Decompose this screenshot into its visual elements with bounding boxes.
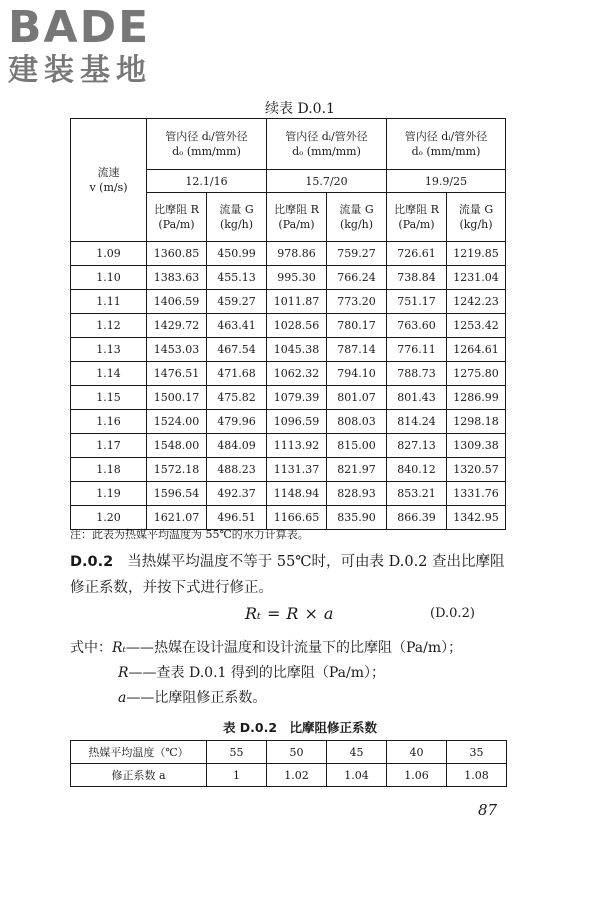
pipe-header	[147, 119, 267, 170]
sub-header-r	[387, 193, 447, 242]
value-cell: 1264.61	[447, 338, 506, 362]
pipe-header-line1: 管内径 dᵢ/管外径	[165, 130, 248, 143]
value-cell: 835.90	[327, 506, 387, 530]
value-cell: 1298.18	[447, 410, 506, 434]
definition-r	[70, 661, 462, 686]
temperature-cell: 35	[447, 741, 507, 764]
speed-cell: 1.11	[71, 290, 147, 314]
sub-g-line2: (kg/h)	[459, 218, 493, 231]
table-row	[71, 410, 506, 434]
value-cell: 1113.92	[267, 434, 327, 458]
value-cell: 1383.63	[147, 266, 207, 290]
value-cell: 484.09	[207, 434, 267, 458]
sub-r-line2: (Pa/m)	[398, 218, 435, 231]
value-cell: 780.17	[327, 314, 387, 338]
speed-cell: 1.10	[71, 266, 147, 290]
value-cell: 1500.17	[147, 386, 207, 410]
value-cell: 455.13	[207, 266, 267, 290]
temperature-cell: 50	[267, 741, 327, 764]
formula-times: ×	[304, 604, 318, 623]
table1-note: 注：此表为热媒平均温度为 55℃的水力计算表。	[70, 528, 309, 541]
temperature-label: 热媒平均温度（℃）	[71, 741, 207, 764]
a-symbol: a	[118, 690, 127, 706]
speed-cell: 1.12	[71, 314, 147, 338]
value-cell: 788.73	[387, 362, 447, 386]
value-cell: 1011.87	[267, 290, 327, 314]
temperature-cell: 45	[327, 741, 387, 764]
value-cell: 1062.32	[267, 362, 327, 386]
value-cell: 471.68	[207, 362, 267, 386]
section-label: D.0.2	[70, 554, 114, 570]
definition-rt	[70, 636, 462, 661]
formula-r: R	[286, 604, 299, 623]
speed-cell: 1.09	[71, 242, 147, 266]
value-cell: 1286.99	[447, 386, 506, 410]
table-row	[71, 482, 506, 506]
logo-latin: BADE	[8, 2, 151, 53]
factor-cell: 1.02	[267, 764, 327, 787]
value-cell: 751.17	[387, 290, 447, 314]
value-cell: 1148.94	[267, 482, 327, 506]
value-cell: 978.86	[267, 242, 327, 266]
table2-caption: 表 D.0.2 比摩阻修正系数	[222, 720, 378, 735]
value-cell: 827.13	[387, 434, 447, 458]
value-cell: 1596.54	[147, 482, 207, 506]
value-cell: 763.60	[387, 314, 447, 338]
correction-table	[70, 740, 507, 787]
value-cell: 496.51	[207, 506, 267, 530]
a-text: ——比摩阻修正系数。	[126, 690, 267, 706]
value-cell: 1166.65	[267, 506, 327, 530]
formula-a: a	[323, 604, 334, 623]
table-row	[71, 458, 506, 482]
speed-cell: 1.20	[71, 506, 147, 530]
table-row	[71, 290, 506, 314]
formula-number: (D.0.2)	[430, 606, 475, 621]
value-cell: 450.99	[207, 242, 267, 266]
value-cell: 1309.38	[447, 434, 506, 458]
value-cell: 463.41	[207, 314, 267, 338]
sub-r-line1: 比摩阻 R	[274, 203, 319, 216]
factor-label: 修正系数 a	[71, 764, 207, 787]
sub-header-g	[207, 193, 267, 242]
definitions-prefix: 式中：	[70, 640, 112, 656]
value-cell: 1045.38	[267, 338, 327, 362]
value-cell: 1476.51	[147, 362, 207, 386]
pipe-header-line2: dₒ (mm/mm)	[292, 145, 361, 158]
value-cell: 467.54	[207, 338, 267, 362]
pipe-header	[387, 119, 506, 170]
value-cell: 1231.04	[447, 266, 506, 290]
value-cell: 840.12	[387, 458, 447, 482]
sub-header-r	[267, 193, 327, 242]
pipe-header	[267, 119, 387, 170]
value-cell: 1406.59	[147, 290, 207, 314]
value-cell: 853.21	[387, 482, 447, 506]
rt-symbol: Rₜ	[112, 640, 126, 656]
value-cell: 1342.95	[447, 506, 506, 530]
speed-cell: 1.17	[71, 434, 147, 458]
speed-cell: 1.14	[71, 362, 147, 386]
value-cell: 1320.57	[447, 458, 506, 482]
formula	[245, 604, 333, 623]
pipe-size: 15.7/20	[267, 170, 387, 193]
pipe-header-line1: 管内径 dᵢ/管外径	[404, 130, 488, 143]
sub-header-g	[447, 193, 506, 242]
sub-g-line2: (kg/h)	[219, 218, 254, 231]
pipe-header-line1: 管内径 dᵢ/管外径	[285, 130, 368, 143]
speed-header: 流速	[97, 166, 120, 179]
value-cell: 1524.00	[147, 410, 207, 434]
formula-lhs: Rₜ	[245, 604, 261, 623]
temperature-cell: 40	[387, 741, 447, 764]
value-cell: 794.10	[327, 362, 387, 386]
sub-r-line1: 比摩阻 R	[154, 203, 199, 216]
value-cell: 738.84	[387, 266, 447, 290]
r-symbol: R	[118, 665, 129, 681]
value-cell: 1360.85	[147, 242, 207, 266]
table-row	[71, 266, 506, 290]
value-cell: 479.96	[207, 410, 267, 434]
sub-r-line2: (Pa/m)	[158, 218, 195, 231]
friction-table	[70, 118, 506, 530]
value-cell: 1219.85	[447, 242, 506, 266]
value-cell: 995.30	[267, 266, 327, 290]
value-cell: 1453.03	[147, 338, 207, 362]
sub-r-line2: (Pa/m)	[278, 218, 315, 231]
value-cell: 776.11	[387, 338, 447, 362]
temperature-row	[71, 741, 507, 764]
table-row	[71, 386, 506, 410]
sub-header-g	[327, 193, 387, 242]
factor-cell: 1.06	[387, 764, 447, 787]
value-cell: 814.24	[387, 410, 447, 434]
temperature-cell: 55	[207, 741, 267, 764]
pipe-size: 12.1/16	[147, 170, 267, 193]
table-row	[71, 338, 506, 362]
value-cell: 1131.37	[267, 458, 327, 482]
value-cell: 759.27	[327, 242, 387, 266]
value-cell: 773.20	[327, 290, 387, 314]
sub-g-line1: 流量 G	[219, 203, 254, 216]
value-cell: 766.24	[327, 266, 387, 290]
speed-cell: 1.15	[71, 386, 147, 410]
friction-table-body	[71, 242, 506, 530]
value-cell: 459.27	[207, 290, 267, 314]
pipe-header-line2: dₒ (mm/mm)	[172, 145, 241, 158]
sub-g-line1: 流量 G	[339, 203, 374, 216]
value-cell: 1548.00	[147, 434, 207, 458]
pipe-size: 19.9/25	[387, 170, 506, 193]
logo-chinese: 建装基地	[8, 53, 152, 88]
sub-g-line1: 流量 G	[458, 203, 494, 216]
speed-header-cell	[71, 119, 147, 242]
watermark-logo	[8, 2, 152, 88]
value-cell: 1621.07	[147, 506, 207, 530]
sub-g-line2: (kg/h)	[339, 218, 374, 231]
value-cell: 1242.23	[447, 290, 506, 314]
value-cell: 801.07	[327, 386, 387, 410]
factor-row	[71, 764, 507, 787]
rt-text: ——热媒在设计温度和设计流量下的比摩阻（Pa/m）；	[126, 640, 463, 656]
value-cell: 1028.56	[267, 314, 327, 338]
value-cell: 1429.72	[147, 314, 207, 338]
factor-cell: 1.04	[327, 764, 387, 787]
speed-cell: 1.18	[71, 458, 147, 482]
value-cell: 488.23	[207, 458, 267, 482]
sub-header-r	[147, 193, 207, 242]
r-text: ——查表 D.0.1 得到的比摩阻（Pa/m）；	[128, 665, 386, 681]
value-cell: 1079.39	[267, 386, 327, 410]
value-cell: 475.82	[207, 386, 267, 410]
definition-a	[70, 686, 462, 711]
speed-cell: 1.13	[71, 338, 147, 362]
value-cell: 492.37	[207, 482, 267, 506]
value-cell: 1331.76	[447, 482, 506, 506]
table1-caption: 续表 D.0.1	[265, 101, 335, 117]
table-row	[71, 242, 506, 266]
value-cell: 821.97	[327, 458, 387, 482]
pipe-header-line2: dₒ (mm/mm)	[411, 145, 481, 158]
value-cell: 787.14	[327, 338, 387, 362]
section-text: 当热媒平均温度不等于 55℃时，可由表 D.0.2 查出比摩阻修正系数，并按下式进行修正。	[70, 554, 505, 596]
sub-r-line1: 比摩阻 R	[394, 203, 439, 216]
factor-cell: 1	[207, 764, 267, 787]
value-cell: 1096.59	[267, 410, 327, 434]
value-cell: 801.43	[387, 386, 447, 410]
speed-cell: 1.19	[71, 482, 147, 506]
page-number: 87	[478, 801, 498, 819]
value-cell: 726.61	[387, 242, 447, 266]
table-row	[71, 314, 506, 338]
value-cell: 828.93	[327, 482, 387, 506]
value-cell: 1572.18	[147, 458, 207, 482]
speed-cell: 1.16	[71, 410, 147, 434]
value-cell: 815.00	[327, 434, 387, 458]
value-cell: 1275.80	[447, 362, 506, 386]
section-paragraph	[70, 549, 510, 601]
value-cell: 1253.42	[447, 314, 506, 338]
factor-cell: 1.08	[447, 764, 507, 787]
definitions	[70, 636, 462, 711]
table-row	[71, 362, 506, 386]
table-row	[71, 434, 506, 458]
value-cell: 808.03	[327, 410, 387, 434]
formula-eq: =	[267, 604, 281, 623]
speed-unit: v (m/s)	[89, 181, 128, 194]
value-cell: 866.39	[387, 506, 447, 530]
